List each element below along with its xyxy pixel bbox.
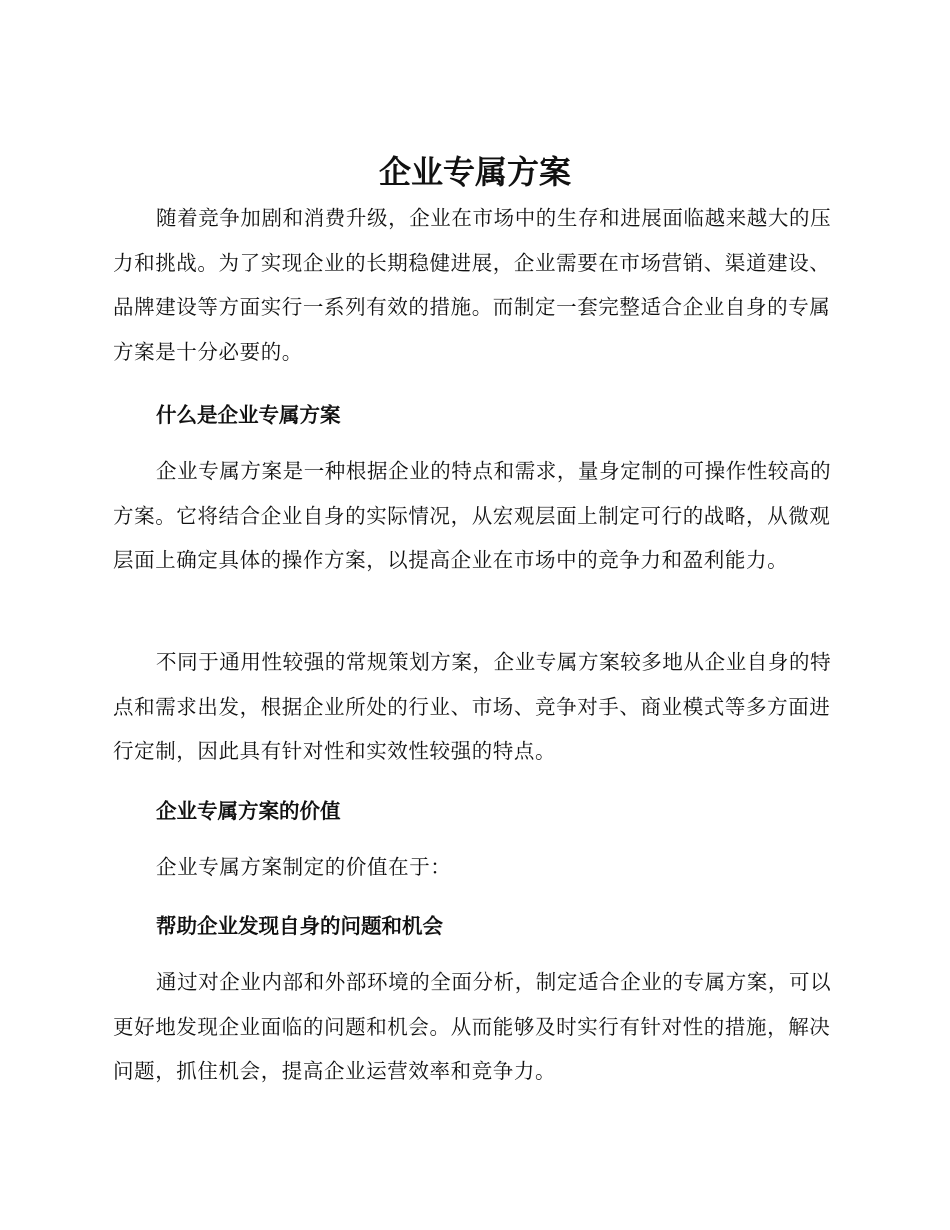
definition-paragraph: 企业专属方案是一种根据企业的特点和需求，量身定制的可操作性较高的方案。它将结合企业自身的实际情况，从宏观层面上制定可行的战略，从微观层面上确定具体的操作方案，以提高企业在市场中的竞争力和盈利能力。 — [113, 459, 832, 572]
value-intro-paragraph: 企业专属方案制定的价值在于： — [156, 855, 452, 879]
section-heading-what-is: 什么是企业专属方案 — [156, 403, 341, 427]
value-1-paragraph: 通过对企业内部和外部环境的全面分析，制定适合企业的专属方案，可以更好地发现企业面临的问题和机会。从而能够及时实行有针对性的措施，解决问题，抓住机会，提高企业运营效率和竞争力。 — [113, 970, 832, 1083]
section-heading-value: 企业专属方案的价值 — [156, 799, 341, 823]
subsection-heading-problems-opportunities: 帮助企业发现自身的问题和机会 — [156, 914, 443, 938]
difference-paragraph: 不同于通用性较强的常规策划方案，企业专属方案较多地从企业自身的特点和需求出发，根据企业所处的行业、市场、竞争对手、商业模式等多方面进行定制，因此具有针对性和实效性较强的特点。 — [113, 650, 832, 763]
document-title: 企业专属方案 — [378, 153, 571, 191]
intro-paragraph: 随着竞争加剧和消费升级，企业在市场中的生存和进展面临越来越大的压力和挑战。为了实现企业的长期稳健进展，企业需要在市场营销、渠道建设、品牌建设等方面实行一系列有效的措施。而制定一套完整适合企业自身的专属方案是十分必要的。 — [113, 206, 832, 364]
